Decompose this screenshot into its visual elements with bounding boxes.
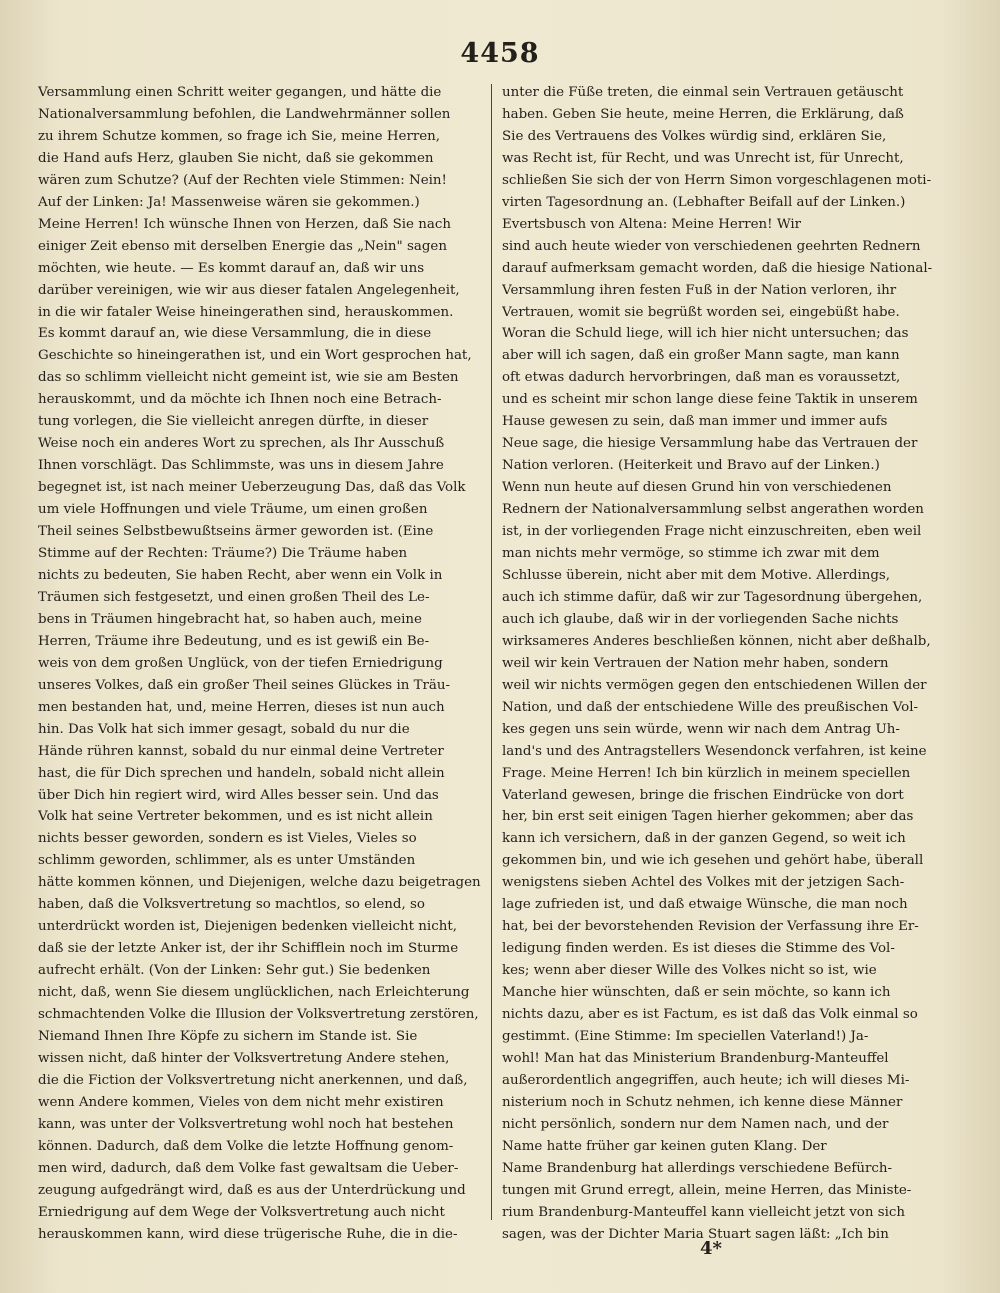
left-column-text: Versammlung einen Schritt weiter gegangen, und hätte die Nationalversammlung befohlen, die Landwehrmänner sollen zu ihrem Schutze kommen, so frage ich Sie, meine Herren, die Hand aufs Herz, glauben Sie nicht, daß sie gekommen wären zum Schutze? (Auf der Rechten viele Stimmen: Nein! Auf der Linken: Ja! Massenweise wären sie gekommen.) Meine Herren! Ich wünsche Ihnen von Herzen, daß Sie nach einiger Zeit ebenso mit derselben Energie das „Nein" sagen möchten, wie heute. — Es kommt darauf an, daß wir uns darüber vereinigen, wie wir aus dieser fatalen Angelegenheit, in die wir fataler Weise hineingerathen sind, herauskommen. Es kommt darauf an, wie diese Versammlung, die in diese Geschichte so hineingerathen ist, und ein Wort gesprochen hat, das so schlimm vielleicht nicht gemeint ist, wie sie am Besten herauskommt, und da möchte ich Ihnen noch eine Betrach- tung vorlegen, die Sie vielleicht anregen dürfte, in dieser Weise noch ein anderes Wort zu sprechen, als Ihr Ausschuß Ihnen vorschlägt. Das Schlimmste, was uns in diesem Jahre begegnet ist, ist nach meiner Ueberzeugung Das, daß das Volk um viele Hoffnungen und viele Träume, um einen großen Theil seines Selbstbewußtseins ärmer geworden ist. (Eine Stimme auf der Rechten: Träume?) Die Träume haben nichts zu bedeuten, Sie haben Recht, aber wenn ein Volk in Träumen sich festgesetzt, und einen großen Theil des Le- bens in Träumen hingebracht hat, so haben auch, meine Herren, Träume ihre Bedeutung, und es ist gewiß ein Be- weis von dem großen Unglück, von der tiefen Erniedrigung unseres Volkes, daß ein großer Theil seines Glückes in Träu- men bestanden hat, und, meine Herren, dieses ist nun auch hin. Das Volk hat sich immer gesagt, sobald du nur die Hände rühren kannst, sobald du nur einmal deine Vertreter hast, die für Dich sprechen und handeln, sobald nicht allein über Dich hin regiert wird, wird Alles besser sein. Und das Volk hat seine Vertreter bekommen, und es ist nicht allein nichts besser geworden, sondern es ist Vieles, Vieles so schlimm geworden, schlimmer, als es unter Umständen hätte kommen können, und Diejenigen, welche dazu beigetragen haben, daß die Volksvertretung so machtlos, so elend, so unterdrückt worden ist, Diejenigen bedenken vielleicht nicht, daß sie der letzte Anker ist, der ihr Schifflein noch im Sturme aufrecht erhält. (Von der Linken: Sehr gut.) Sie bedenken nicht, daß, wenn Sie diesem unglücklichen, nach Erleichterung schmachtenden Volke die Illusion der Volksvertretung zerstören, Niemand Ihnen Ihre Köpfe zu sichern im Stande ist. Sie wissen nicht, daß hinter der Volksvertretung Andere stehen, die die Fiction der Volksvertretung nicht anerkennen, und daß, wenn Andere kommen, Vieles von dem nicht mehr existiren kann, was unter der Volksvertretung wohl noch hat bestehen können. Dadurch, daß dem Volke die letzte Hoffnung genom- men wird, dadurch, daß dem Volke fast gewaltsam die Ueber- zeugung aufgedrängt wird, daß es aus der Unterdrückung und Erniedrigung auf dem Wege der Volksvertretung auch nicht herauskommen kann, wird diese trügerische Ruhe, die in die-: [38, 85, 481, 1242]
column-divider: [491, 84, 492, 1220]
signature-mark: 4*: [700, 1238, 722, 1259]
right-column-text: unter die Füße treten, die einmal sein Vertrauen getäuscht haben. Geben Sie heute, meine Herren, die Erklärung, daß Sie des Vertrauens des Volkes würdig sind, erklären Sie, was Recht ist, für Recht, und was Unrecht ist, für Unrecht, schließen Sie sich der von Herrn Simon vorgeschlagenen moti- virten Tagesordnung an. (Lebhafter Beifall auf der Linken.) Evertsbusch von Altena: Meine Herren! Wir sind auch heute wieder von verschiedenen geehrten Rednern darauf aufmerksam gemacht worden, daß die hiesige National- Versammlung ihren festen Fuß in der Nation verloren, ihr Vertrauen, womit sie begrüßt worden sei, eingebüßt habe. Woran die Schuld liege, will ich hier nicht untersuchen; das aber will ich sagen, daß ein großer Mann sagte, man kann oft etwas dadurch hervorbringen, daß man es voraussetzt, und es scheint mir schon lange diese feine Taktik in unserem Hause gewesen zu sein, daß man immer und immer aufs Neue sage, die hiesige Versammlung habe das Vertrauen der Nation verloren. (Heiterkeit und Bravo auf der Linken.) Wenn nun heute auf diesen Grund hin von verschiedenen Rednern der Nationalversammlung selbst angerathen worden ist, in der vorliegenden Frage nicht einzuschreiten, eben weil man nichts mehr vermöge, so stimme ich zwar mit dem Schlusse überein, nicht aber mit dem Motive. Allerdings, auch ich stimme dafür, daß wir zur Tagesordnung übergehen, auch ich glaube, daß wir in der vorliegenden Sache nichts wirksameres Anderes beschließen können, nicht aber deßhalb, weil wir kein Vertrauen der Nation mehr haben, sondern weil wir nichts vermögen gegen den entschiedenen Willen der Nation, und daß der entschiedene Wille des preußischen Vol- kes gegen uns sein würde, wenn wir nach dem Antrag Uh- land's und des Antragstellers Wesendonck verfahren, ist keine Frage. Meine Herren! Ich bin kürzlich in meinem speciellen Vaterland gewesen, bringe die frischen Eindrücke von dort her, bin erst seit einigen Tagen hierher gekommen; aber das kann ich versichern, daß in der ganzen Gegend, so weit ich gekommen bin, und wie ich gesehen und gehört habe, überall wenigstens sieben Achtel des Volkes mit der jetzigen Sach- lage zufrieden ist, und daß etwaige Wünsche, die man noch hat, bei der bevorstehenden Revision der Verfassung ihre Er- ledigung finden werden. Es ist dieses die Stimme des Vol- kes; wenn aber dieser Wille des Volkes nicht so ist, wie Manche hier wünschten, daß er sein möchte, so kann ich nichts dazu, aber es ist Factum, es ist daß das Volk einmal so gestimmt. (Eine Stimme: Im speciellen Vaterland!) Ja- wohl! Man hat das Ministerium Brandenburg-Manteuffel außerordentlich angegriffen, auch heute; ich will dieses Mi- nisterium noch in Schutz nehmen, ich kenne diese Männer nicht persönlich, sondern nur dem Namen nach, und der Name hatte früher gar keinen guten Klang. Der Name Brandenburg hat allerdings verschiedene Befürch- tungen mit Grund erregt, allein, meine Herren, das Ministe- rium Brandenburg-Manteuffel kann vielleicht jetzt von sich sagen, was der Dichter Maria Stuart sagen läßt: „Ich bin: [502, 85, 933, 1242]
page-number: 4458: [460, 38, 540, 69]
